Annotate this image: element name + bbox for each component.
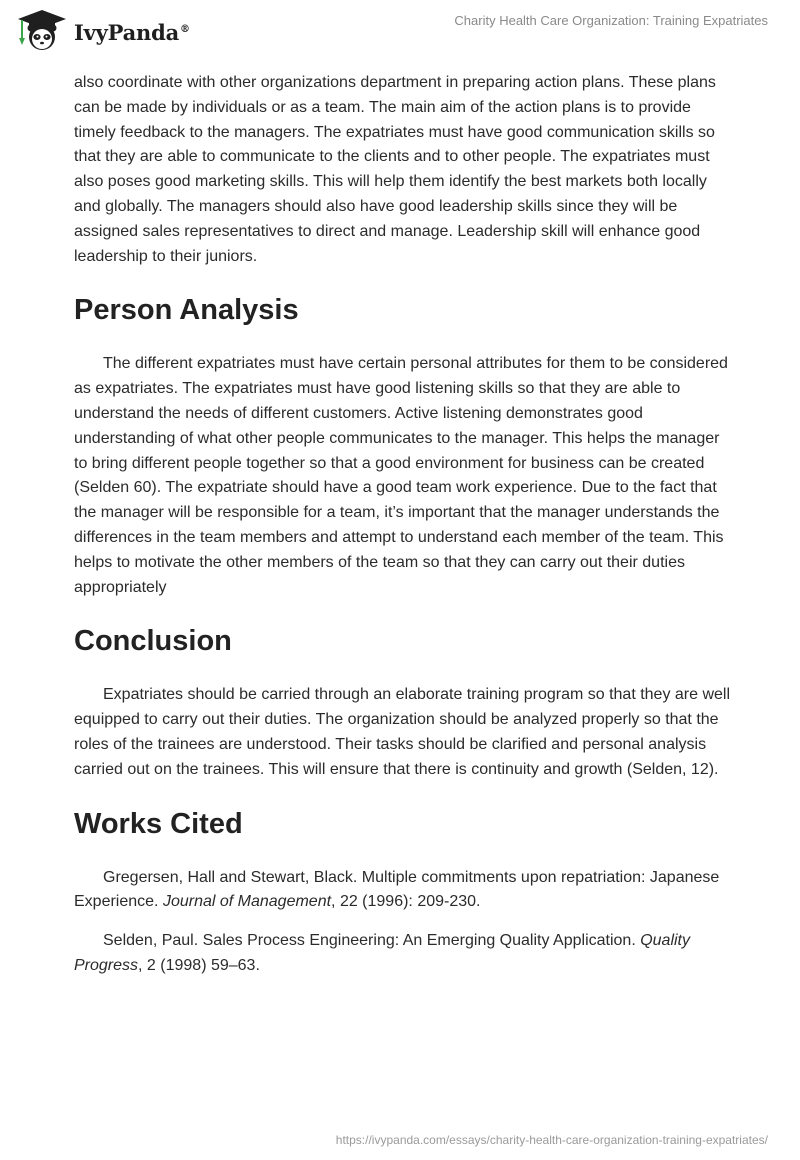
- page-header: [0, 0, 800, 60]
- source-url[interactable]: https://ivypanda.com/essays/charity-health-care-organization-training-expatriates/: [335, 1133, 768, 1147]
- reference-entry: Selden, Paul. Sales Process Engineering: An Emerging Quality Application. Quality Progress, 2 (1998) 59–63.: [74, 932, 690, 974]
- journal-title: Journal of Management: [162, 893, 332, 911]
- conclusion-paragraph: Expatriates should be carried through an elaborate training program so that they are well equipped to carry out their duties. The organization should be analyzed properly so that the roles of the trainees are understood. Their tasks should be clarified and personal analysis carried out on the trainees. This will ensure that there is continuity and growth (Selden, 12).: [74, 686, 731, 778]
- essay-content: [74, 71, 734, 979]
- registered-mark: ®: [180, 23, 190, 35]
- reference-entry: Gregersen, Hall and Stewart, Black. Multiple commitments upon repatriation: Japanese Experience. Journal of Management, 22 (1996): 209-230.: [74, 868, 720, 911]
- journal-title: Quality Progress: [74, 932, 690, 974]
- panda-graduate-icon: [14, 8, 70, 52]
- intro-paragraph: also coordinate with other organizations department in preparing action plans. These plans can be made by individuals or as a team. The main aim of the action plans is to provide timely feedback to the managers. The expatriates must have good communication skills so that they are able to communicate to the clients and to other people. The expatriates must also poses good marketing skills. This will help them identify the best markets both locally and globally. The managers should also have good leadership skills since they will be assigned sales representatives to direct and manage. Leadership skill will enhance good leadership to their juniors.: [74, 74, 716, 265]
- brand-name: IvyPanda®: [74, 19, 190, 45]
- brand-logo[interactable]: [14, 8, 190, 52]
- person-analysis-heading: Person Analysis: [74, 294, 299, 327]
- works-cited-heading: Works Cited: [74, 807, 243, 840]
- person-analysis-paragraph: The different expatriates must have certain personal attributes for them to be considered as expatriates. The expatriates must have good listening skills so that they are able to understand the needs of different customers. Active listening demonstrates good understanding of what other people communicates to the manager. This helps the manager to bring different people together so that a good environment for business can be created (Selden 60). The expatriate should have a good team work experience. Due to the fact that the manager will be responsible for a team, it’s important that the manager understands the differences in the team members and attempt to understand each member of the team. This helps to motivate the other members of the team so that they can carry out their duties appropriately: [74, 355, 728, 596]
- document-title: Charity Health Care Organization: Training Expatriates: [454, 13, 768, 28]
- conclusion-heading: Conclusion: [74, 625, 232, 658]
